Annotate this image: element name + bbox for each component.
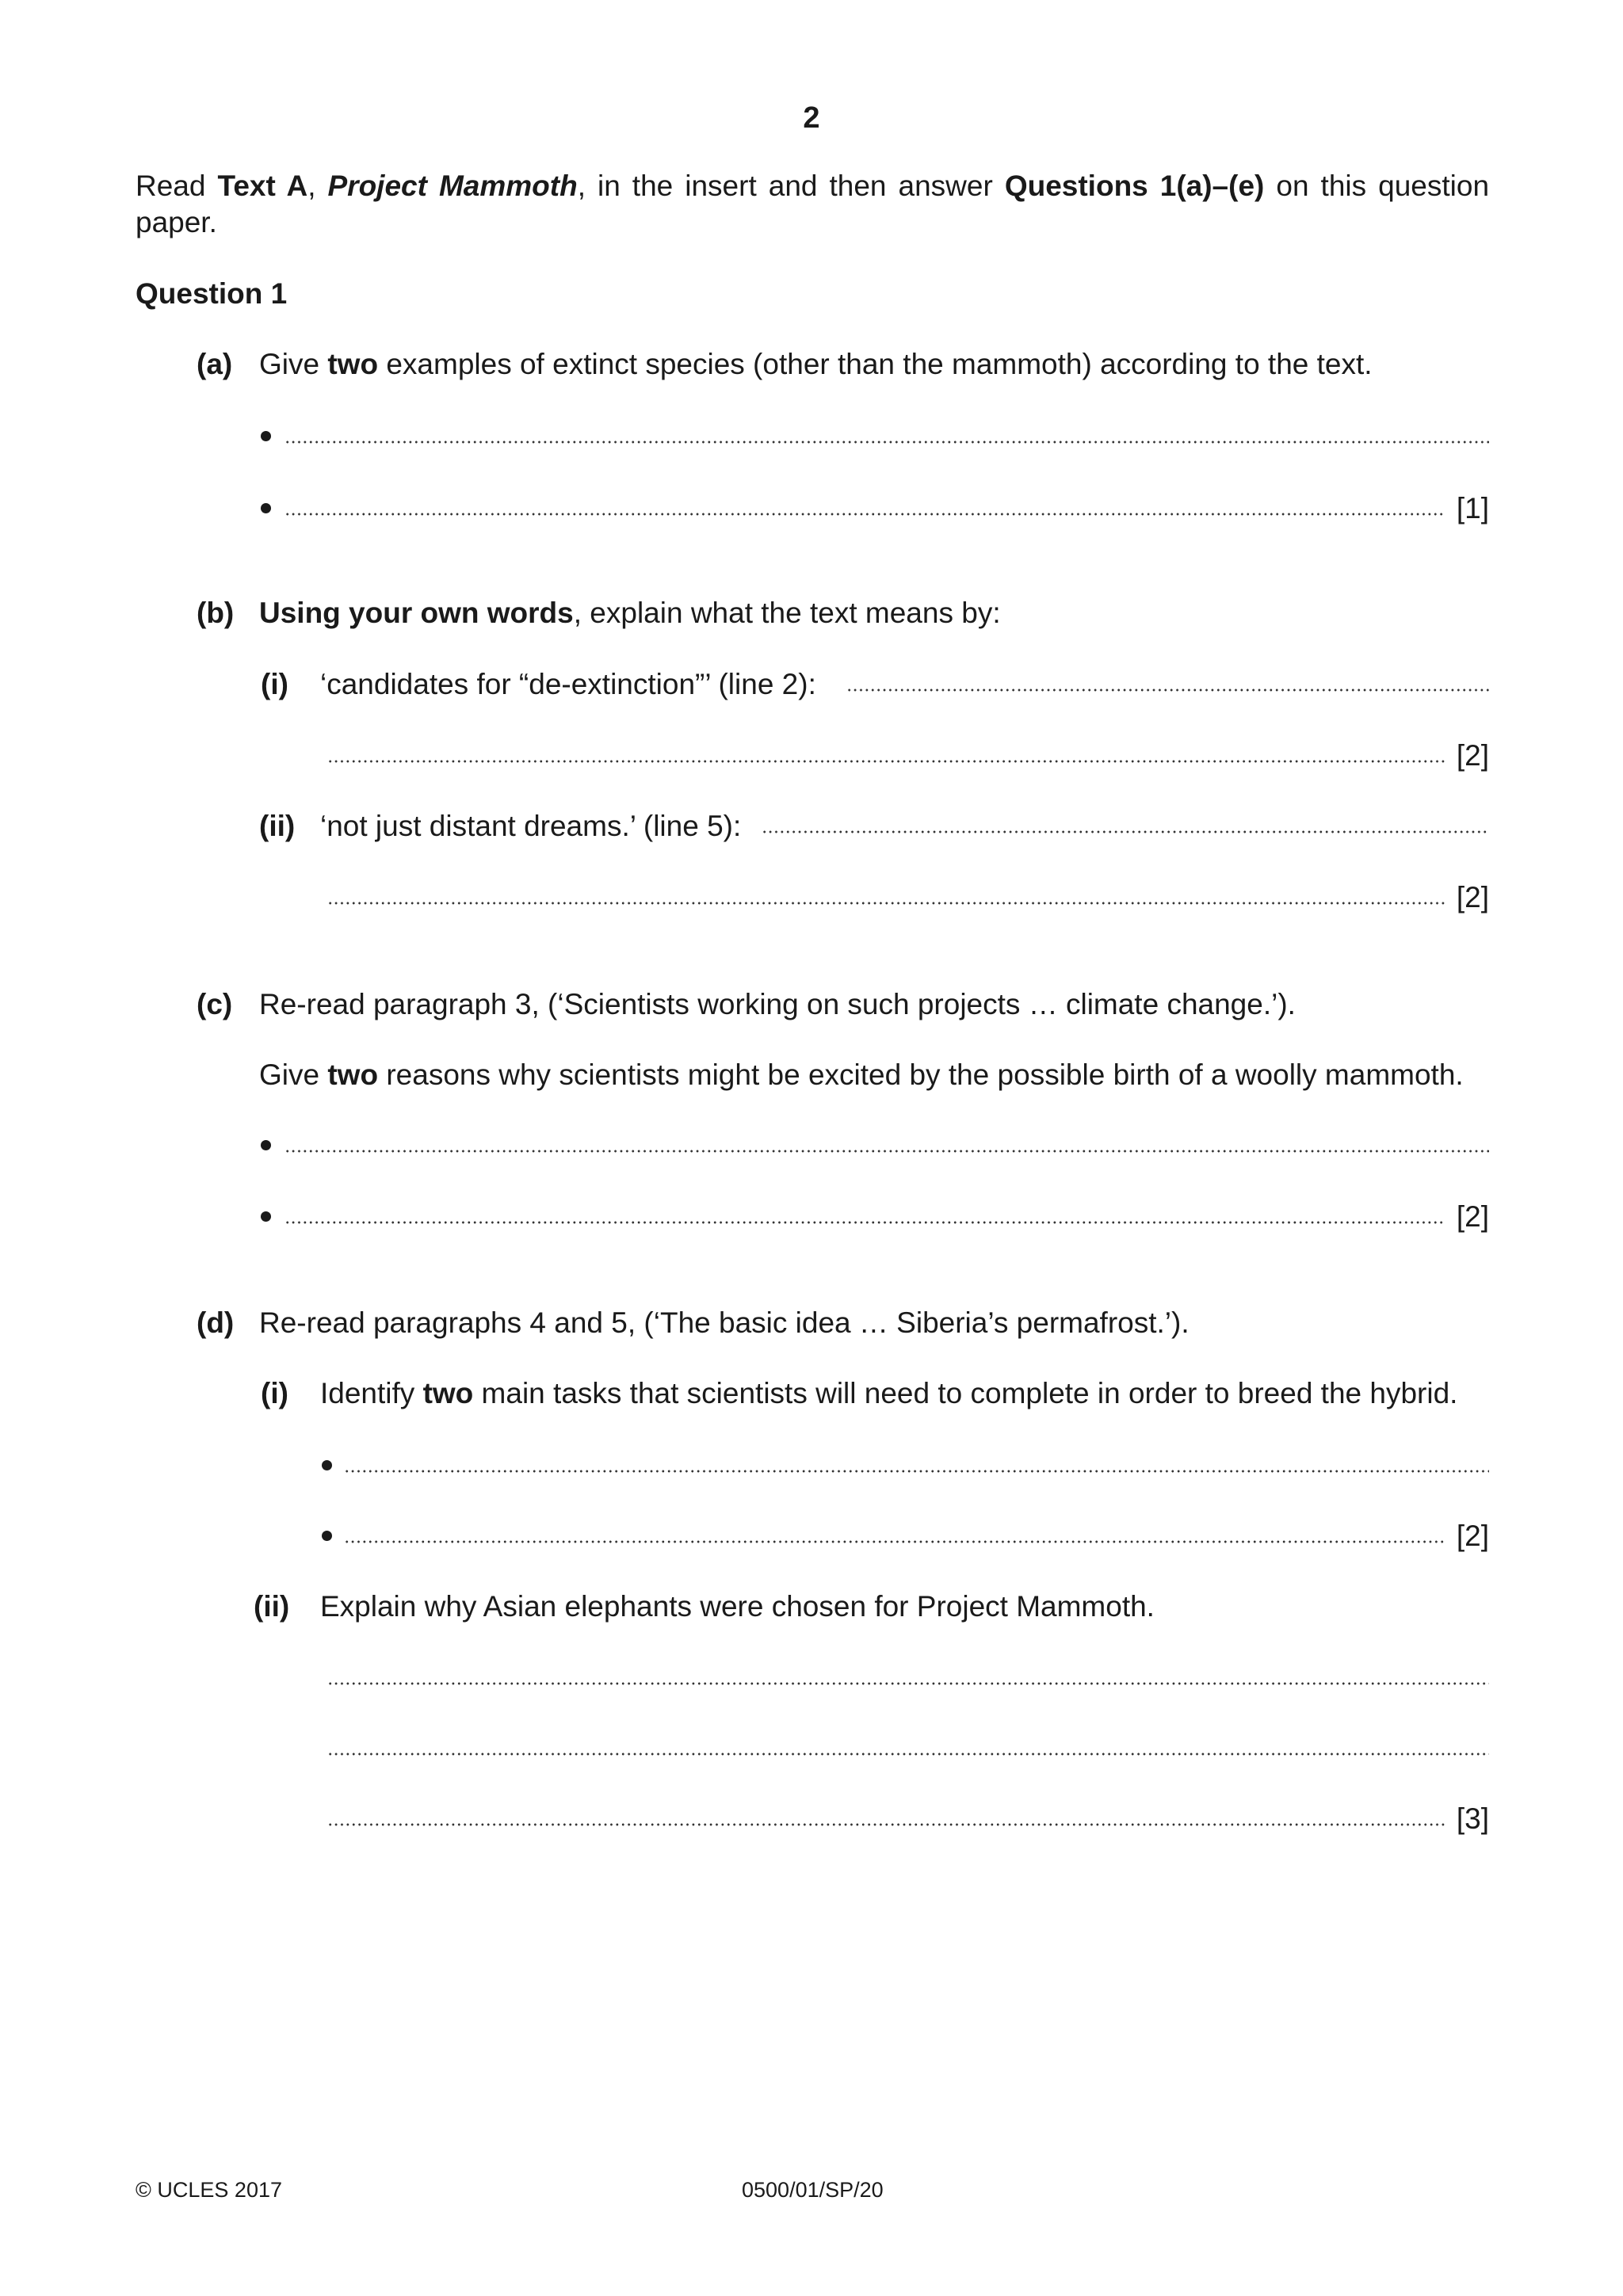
dotted-line xyxy=(327,1823,1445,1826)
intro-title-italic: Project Mammoth xyxy=(327,170,578,202)
part-d-label: (d) xyxy=(197,1306,235,1339)
bullet-icon xyxy=(322,1460,332,1470)
prompt-text: Identify xyxy=(320,1377,423,1409)
prompt-text: examples of extinct species (other than the mammoth) according to the text. xyxy=(378,348,1373,380)
prompt-bold: two xyxy=(422,1377,474,1409)
dotted-line xyxy=(846,688,1489,692)
answer-line-d-i-2[interactable] xyxy=(320,1520,1489,1551)
part-c-label: (c) xyxy=(197,988,233,1020)
bullet-icon xyxy=(261,1140,271,1150)
part-d-ii-prompt: Explain why Asian elephants were chosen for Project Mammoth. xyxy=(320,1590,1155,1623)
dotted-line xyxy=(327,760,1445,763)
intro-questions-bold: Questions 1(a)–(e) xyxy=(1004,170,1265,202)
prompt-text: , explain what the text means by: xyxy=(573,597,1001,629)
answer-line-d-ii-1[interactable] xyxy=(327,1661,1489,1693)
answer-line-d-ii-2[interactable] xyxy=(327,1732,1489,1764)
marks-c: [2] xyxy=(1456,1200,1489,1233)
intro-text: on this question paper. xyxy=(136,170,1490,238)
prompt-bold: two xyxy=(327,1058,379,1091)
bullet-icon xyxy=(261,1211,271,1222)
bullet-icon xyxy=(261,431,271,441)
dotted-line xyxy=(327,1753,1489,1756)
prompt-text: reasons why scientists might be excited by the possible birth of a woolly mammoth. xyxy=(378,1058,1464,1091)
bullet-icon xyxy=(261,503,271,513)
answer-line-d-ii-3[interactable] xyxy=(327,1802,1489,1834)
dotted-line xyxy=(344,1540,1445,1543)
answer-line-a1[interactable] xyxy=(259,420,1489,452)
dotted-line xyxy=(285,1150,1489,1153)
part-b-i-label: (i) xyxy=(261,668,288,700)
part-d-instruction: Re-read paragraphs 4 and 5, (‘The basic idea … Siberia’s permafrost.’). xyxy=(259,1306,1190,1339)
marks-a: [1] xyxy=(1456,492,1489,524)
intro-text-bold: Text A xyxy=(217,170,308,202)
part-b-ii-label: (ii) xyxy=(259,810,296,842)
footer-paper-code: 0500/01/SP/20 xyxy=(742,2178,884,2202)
bullet-icon xyxy=(322,1531,332,1541)
answer-line-a2[interactable] xyxy=(259,492,1489,524)
question-heading: Question 1 xyxy=(136,277,288,310)
prompt-text: Give xyxy=(259,1058,328,1091)
answer-line-b-i-1[interactable] xyxy=(846,668,1489,700)
dotted-line xyxy=(327,902,1445,905)
part-b-i-prompt: ‘candidates for “de-extinction”’ (line 2): xyxy=(320,668,816,700)
marks-d-i: [2] xyxy=(1456,1520,1489,1552)
answer-line-d-i-1[interactable] xyxy=(320,1449,1489,1481)
marks-b-ii: [2] xyxy=(1456,881,1489,913)
intro-text: , in the insert and then answer xyxy=(577,170,1005,202)
dotted-line xyxy=(285,1221,1445,1224)
answer-line-c2[interactable] xyxy=(259,1200,1489,1232)
part-b-ii-prompt: ‘not just distant dreams.’ (line 5): xyxy=(320,810,742,842)
intro-text: Read xyxy=(136,170,218,202)
page-number: 2 xyxy=(803,101,820,135)
prompt-text: main tasks that scientists will need to complete in order to breed the hybrid. xyxy=(473,1377,1458,1409)
dotted-line xyxy=(762,830,1489,833)
part-a-prompt xyxy=(259,348,1373,381)
prompt-bold: Using your own words xyxy=(259,597,574,629)
answer-line-b-ii-2[interactable] xyxy=(327,881,1489,913)
part-c-prompt xyxy=(259,1058,1464,1092)
part-d-i-label: (i) xyxy=(261,1377,288,1409)
intro-text: , xyxy=(307,170,328,202)
marks-b-i: [2] xyxy=(1456,739,1489,772)
dotted-line xyxy=(285,513,1445,516)
part-b-prompt xyxy=(259,597,1001,630)
part-c-instruction: Re-read paragraph 3, (‘Scientists working on such projects … climate change.’). xyxy=(259,988,1296,1020)
intro-instructions xyxy=(136,168,1489,241)
marks-d-ii: [3] xyxy=(1456,1802,1489,1835)
part-d-ii-label: (ii) xyxy=(254,1590,290,1623)
answer-line-b-i-2[interactable] xyxy=(327,739,1489,771)
answer-line-c1[interactable] xyxy=(259,1129,1489,1161)
dotted-line xyxy=(327,1682,1489,1685)
part-b-label: (b) xyxy=(197,597,235,629)
prompt-text: Give xyxy=(259,348,328,380)
dotted-line xyxy=(285,441,1489,444)
answer-line-b-ii-1[interactable] xyxy=(762,810,1489,841)
part-a-label: (a) xyxy=(197,348,233,380)
dotted-line xyxy=(344,1470,1489,1473)
prompt-bold: two xyxy=(327,348,379,380)
footer-copyright: © UCLES 2017 xyxy=(136,2178,282,2202)
part-d-i-prompt xyxy=(320,1377,1457,1410)
